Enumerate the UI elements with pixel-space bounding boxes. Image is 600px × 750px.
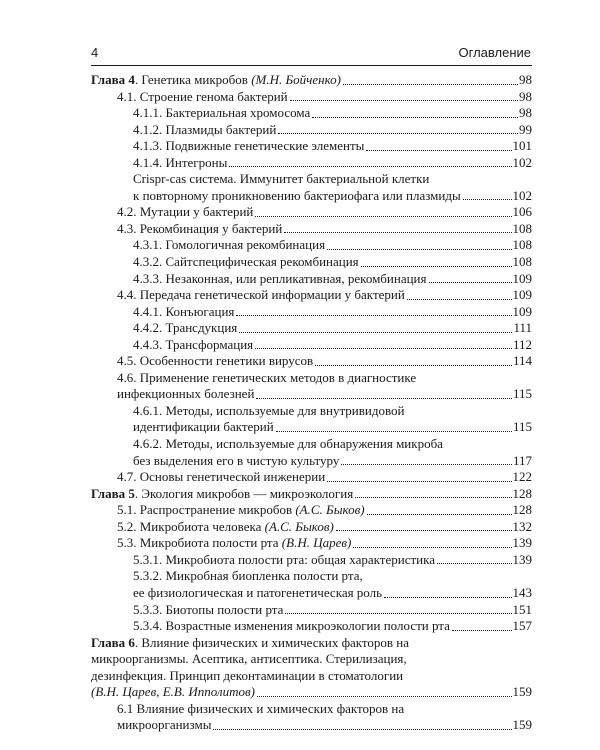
toc-text-segment: 4.7. Основы генетической инженерии: [117, 469, 326, 485]
toc-entry-line: [91, 618, 532, 635]
toc-entry-text: [117, 353, 313, 370]
toc-chapter-line: [91, 72, 532, 89]
toc-text-segment: 4.1.3. Подвижные генетические элементы: [133, 138, 365, 154]
dot-leader: [437, 563, 512, 564]
running-title: Оглавление: [458, 45, 531, 60]
toc-entry-line: [91, 304, 532, 321]
toc-entry-text: [133, 618, 450, 635]
dot-leader: [276, 431, 512, 432]
toc-entry-text: [133, 171, 429, 188]
toc-page-number: 139: [512, 551, 532, 567]
toc-text-segment: микроорганизмы: [117, 717, 212, 733]
toc-text-segment: . Экология микробов — микроэкология: [134, 485, 354, 501]
toc-entry-text: [133, 138, 364, 155]
toc-entry-line: [91, 155, 532, 172]
toc-entry-line: [91, 370, 532, 387]
toc-text-segment: идентификации бактерий: [133, 419, 274, 435]
page-header: [91, 45, 531, 65]
dot-leader: [278, 133, 518, 134]
chapter-label: Глава 4: [91, 72, 135, 87]
toc-entry-text: [117, 204, 253, 221]
toc-entry-text: [117, 535, 351, 552]
toc-page-number: 111: [513, 320, 532, 336]
author-names: (А.С. Быков): [264, 518, 334, 534]
toc-page-number: 102: [512, 187, 532, 203]
toc-page-number: 159: [512, 684, 532, 700]
toc-entry-text: [117, 519, 334, 536]
toc-entry-text: [91, 486, 353, 503]
toc-page-number: 112: [512, 336, 532, 352]
toc-entry-text: [133, 105, 310, 122]
toc-entry-line: [91, 568, 532, 585]
toc-entry-line: [91, 552, 532, 569]
dot-leader: [312, 117, 518, 118]
toc-entry-text: [117, 717, 211, 734]
toc-text-segment: к повторному проникновению бактериофага или плазмиды: [133, 187, 461, 203]
toc-entry-text: [133, 403, 404, 420]
dot-leader: [327, 249, 511, 250]
toc-entry-line: [91, 602, 532, 619]
toc-text-segment: 4.4.2. Трансдукция: [133, 320, 238, 336]
toc-entry-line: [91, 353, 532, 370]
author-names: (М.Н. Бойченко): [251, 72, 341, 87]
header-rule: [91, 65, 532, 66]
toc-text-segment: 4.1.1. Бактериальная хромосома: [133, 105, 311, 121]
toc-text-segment: 4.5. Особенности генетики вирусов: [117, 353, 314, 369]
toc-entry-line: [91, 535, 532, 552]
toc-entry-line: [91, 287, 532, 304]
toc-text-segment: 4.1.2. Плазмиды бактерий: [133, 121, 277, 137]
toc-entry-text: [117, 89, 288, 106]
toc-entry-text: [133, 304, 234, 321]
toc-entry-text: [133, 602, 283, 619]
chapter-label: Глава 6: [91, 634, 135, 650]
toc-page-number: 151: [512, 601, 532, 617]
toc-page-number: 109: [512, 270, 532, 286]
toc-entry-line: [91, 453, 532, 470]
dot-leader: [229, 166, 511, 167]
chapter-label: Глава 5: [91, 485, 135, 501]
toc-text-segment: 4.2. Мутации у бактерий: [117, 204, 254, 220]
toc-text-segment: 5.3.2. Микробная биопленка полости рта,: [133, 568, 363, 584]
toc-page-number: 109: [512, 303, 532, 319]
toc-entry-line: [91, 89, 532, 106]
toc-entry-line: [91, 138, 532, 155]
toc-text-segment: 4.4.1. Конъюгация: [133, 303, 235, 319]
toc-entry-line: [91, 204, 532, 221]
toc-text-segment: 5.3.4. Возрастные изменения микроэкологии полости рта: [133, 618, 450, 634]
toc-entry-line: [91, 502, 532, 519]
toc-text-segment: 5.3.3. Биотопы полости рта: [133, 601, 284, 617]
toc-text-segment: ее физиологическая и патогенетическая роль: [133, 584, 383, 600]
toc-entry-line: [91, 221, 532, 238]
dot-leader: [284, 232, 511, 233]
dot-leader: [407, 299, 512, 300]
toc-text-segment: 4.1. Строение генома бактерий: [117, 88, 288, 104]
toc-text-segment: . Влияние физических и химических факторов на: [134, 634, 410, 650]
toc-page-number: 128: [512, 502, 532, 518]
toc-text-segment: 4.4.3. Трансформация: [133, 336, 254, 352]
dot-leader: [257, 696, 512, 697]
toc-page-number: 106: [512, 204, 532, 220]
toc-entry-line: [91, 436, 532, 453]
toc-entry-line: [91, 271, 532, 288]
toc-entry-text: [133, 320, 237, 337]
toc-page-number: 143: [512, 584, 532, 600]
author-names: (А.С. Быков): [295, 502, 365, 518]
toc-entry-text: [133, 552, 435, 569]
dot-leader: [452, 630, 512, 631]
toc-entry-text: [133, 122, 276, 139]
dot-leader: [341, 464, 512, 465]
toc-entry-line: [91, 519, 532, 536]
toc-page-number: 117: [512, 452, 532, 468]
toc-entry-line: [91, 469, 532, 486]
toc-entry-line: [91, 122, 532, 139]
toc-entry-line: [91, 188, 532, 205]
toc-chapter-line: [91, 684, 532, 701]
toc-entry-text: [133, 271, 427, 288]
toc-text-segment: . Генетика микробов: [134, 72, 252, 87]
dot-leader: [255, 348, 512, 349]
dot-leader: [463, 199, 512, 200]
toc-entry-text: [133, 453, 339, 470]
toc-entry-text: [133, 188, 461, 205]
toc-entry-text: [133, 585, 382, 602]
dot-leader: [366, 150, 511, 151]
toc-text-segment: без выделения его в чистую культуру: [133, 452, 340, 468]
toc-entry-text: [117, 370, 416, 387]
toc-page-number: 99: [519, 121, 532, 137]
toc-text-segment: 4.1.4. Интегроны: [133, 154, 228, 170]
toc-entry-text: [91, 668, 403, 685]
toc-text-segment: 4.3. Рекомбинация у бактерий: [117, 220, 283, 236]
toc-text-segment: 4.6. Применение генетических методов в диагностике: [117, 369, 417, 385]
toc-page-number: 157: [512, 618, 532, 634]
toc-text-segment: 4.3.1. Гомологичная рекомбинация: [133, 237, 326, 253]
toc-text-segment: 4.3.2. Сайтспецифическая рекомбинация: [133, 254, 359, 270]
toc-entry-text: [133, 568, 363, 585]
toc-text-segment: 5.2. Микробиота человека: [117, 518, 265, 534]
toc-page-number: 114: [512, 353, 532, 369]
dot-leader: [336, 530, 512, 531]
toc-entry-line: [91, 171, 532, 188]
dot-leader: [239, 332, 512, 333]
dot-leader: [285, 613, 511, 614]
toc-chapter-line: [91, 635, 532, 652]
toc-entry-text: [133, 436, 443, 453]
toc-text-segment: 5.3.1. Микробиота полости рта: общая характеристика: [133, 551, 435, 567]
toc-page-number: 108: [512, 237, 532, 253]
toc-page-number: 102: [512, 154, 532, 170]
toc-page-number: 98: [519, 88, 532, 104]
toc-entry-text: [91, 684, 255, 701]
toc-text-segment: 4.4. Передача генетической информации у бактерий: [117, 287, 405, 303]
toc-entry-text: [133, 254, 359, 271]
toc-page-number: 132: [512, 518, 532, 534]
toc-entry-text: [117, 469, 325, 486]
table-of-contents: [91, 72, 532, 734]
dot-leader: [367, 514, 512, 515]
toc-entry-line: [91, 320, 532, 337]
toc-text-segment: Crispr-cas система. Иммунитет бактериальной клетки: [133, 171, 430, 187]
toc-text-segment: дезинфекция. Принцип деконтаминации в стоматологии: [91, 667, 404, 683]
dot-leader: [256, 398, 512, 399]
toc-entry-text: [117, 386, 254, 403]
toc-entry-line: [91, 386, 532, 403]
toc-page-number: 159: [512, 717, 532, 733]
author-names: (В.Н. Царев, Е.В. Ипполитов): [91, 684, 255, 700]
toc-entry-line: [91, 254, 532, 271]
dot-leader: [236, 315, 511, 316]
toc-entry-text: [117, 287, 405, 304]
dot-leader: [290, 100, 518, 101]
toc-chapter-line: [91, 486, 532, 503]
toc-entry-text: [91, 635, 409, 652]
dot-leader: [429, 282, 512, 283]
dot-leader: [327, 481, 511, 482]
toc-text-segment: 5.3. Микробиота полости рта: [117, 535, 282, 551]
dot-leader: [255, 216, 511, 217]
dot-leader: [361, 266, 512, 267]
toc-page-number: 122: [512, 469, 532, 485]
toc-page-number: 98: [519, 105, 532, 121]
toc-text-segment: 4.3.3. Незаконная, или репликативная, рекомбинация: [133, 270, 427, 286]
toc-entry-line: [91, 717, 532, 734]
toc-entry-line: [91, 701, 532, 718]
dot-leader: [384, 597, 511, 598]
toc-entry-line: [91, 105, 532, 122]
toc-entry-text: [133, 419, 274, 436]
toc-page-number: 108: [512, 254, 532, 270]
toc-entry-line: [91, 337, 532, 354]
toc-entry-text: [117, 502, 365, 519]
toc-entry-line: [91, 403, 532, 420]
toc-page-number: 139: [512, 535, 532, 551]
toc-page-number: 108: [512, 220, 532, 236]
dot-leader: [315, 365, 512, 366]
toc-page-number: 128: [512, 485, 532, 501]
toc-entry-line: [91, 419, 532, 436]
toc-page-number: 115: [512, 386, 532, 402]
toc-text-segment: 5.1. Распространение микробов: [117, 502, 296, 518]
toc-entry-text: [117, 221, 282, 238]
toc-entry-line: [91, 237, 532, 254]
toc-page-number: 109: [512, 287, 532, 303]
toc-page-number: 98: [519, 72, 532, 87]
toc-entry-text: [133, 155, 227, 172]
page-number: 4: [91, 45, 99, 60]
toc-entry-text: [91, 651, 407, 668]
toc-text-segment: 4.6.2. Методы, используемые для обнаружения микроба: [133, 436, 443, 452]
toc-text-segment: инфекционных болезней: [117, 386, 255, 402]
toc-entry-line: [91, 585, 532, 602]
toc-entry-text: [117, 701, 404, 718]
toc-page-number: 115: [512, 419, 532, 435]
toc-entry-text: [133, 237, 325, 254]
author-names: (В.Н. Царев): [281, 535, 352, 551]
dot-leader: [355, 497, 511, 498]
dot-leader: [213, 729, 511, 730]
toc-chapter-line: [91, 651, 532, 668]
dot-leader: [343, 84, 518, 85]
toc-text-segment: 4.6.1. Методы, используемые для внутривидовой: [133, 402, 405, 418]
dot-leader: [353, 547, 511, 548]
toc-text-segment: микроорганизмы. Асептика, антисептика. Стерилизация,: [91, 651, 407, 667]
toc-entry-text: [91, 72, 341, 89]
toc-text-segment: 6.1 Влияние физических и химических факторов на: [117, 700, 405, 716]
toc-entry-text: [133, 337, 253, 354]
toc-chapter-line: [91, 668, 532, 685]
toc-page-number: 101: [512, 138, 532, 154]
